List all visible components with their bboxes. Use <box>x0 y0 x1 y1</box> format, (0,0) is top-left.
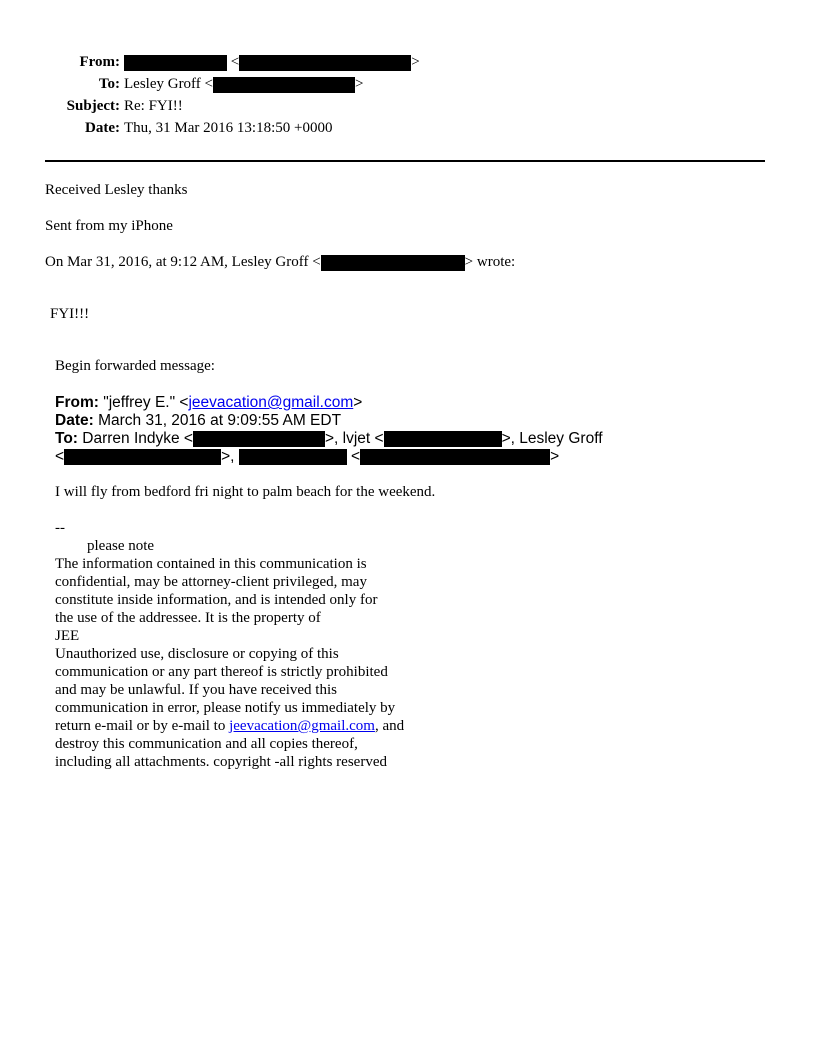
redacted-to-email-4 <box>360 449 550 465</box>
signature-text: Sent from my iPhone <box>45 218 173 234</box>
forward-intro: Begin forwarded message: <box>55 358 215 374</box>
fwd-from-name: "jeffrey E." < <box>103 394 189 411</box>
redacted-to-email-2 <box>384 431 502 447</box>
to-name: Lesley Groff <box>124 76 201 92</box>
header-date-row <box>0 118 816 138</box>
fwd-to-label: To: <box>55 430 78 447</box>
disclaimer-line: constitute inside information, and is intended only for <box>55 592 378 608</box>
redacted-to-email-3 <box>64 449 221 465</box>
header-to-row <box>0 74 816 94</box>
to-value: Lesley Groff < > <box>124 76 364 92</box>
redacted-quote-email <box>321 255 465 271</box>
disclaimer-line: the use of the addressee. It is the property of <box>55 610 321 626</box>
redacted-sender-name <box>124 55 227 71</box>
header-divider <box>45 160 765 162</box>
fwd-date-row <box>55 412 341 430</box>
subject-value: Re: FYI!! <box>124 98 183 114</box>
redacted-to-name-4 <box>239 449 347 465</box>
redacted-to-email <box>213 77 355 93</box>
fwd-date-label: Date: <box>55 412 94 429</box>
date-value: Thu, 31 Mar 2016 13:18:50 +0000 <box>124 120 333 136</box>
fwd-from-label: From: <box>55 394 99 411</box>
quote-attribution: On Mar 31, 2016, at 9:12 AM, Lesley Groff < > wrote: <box>45 254 516 270</box>
fwd-from-row: From: "jeffrey E." <jeevacation@gmail.com> <box>55 394 363 411</box>
subject-label: Subject: <box>66 98 120 114</box>
disclaimer-line: including all attachments. copyright -all rights reserved <box>55 754 387 770</box>
fyi-text: FYI!!! <box>50 306 90 322</box>
disclaimer-line: The information contained in this communication is <box>55 556 367 572</box>
disclaimer-line: JEE <box>55 628 80 644</box>
fwd-to-row: To: Darren Indyke < >, lvjet < >, Lesley Groff <box>55 430 603 447</box>
from-value: < > <box>124 52 420 72</box>
redacted-sender-email <box>239 55 411 71</box>
fwd-date-value: March 31, 2016 at 9:09:55 AM EDT <box>98 412 342 429</box>
redacted-to-email-1 <box>193 431 325 447</box>
disclaimer-line: communication or any part thereof is strictly prohibited <box>55 664 388 680</box>
to-label: To: <box>98 76 120 92</box>
fwd-message: I will fly from bedford fri night to palm beach for the weekend. <box>55 484 436 500</box>
header-from-row <box>0 52 816 72</box>
from-label: From: <box>79 54 120 70</box>
disclaimer-note: please note <box>87 538 155 554</box>
fwd-from-email-link[interactable]: jeevacation@gmail.com <box>188 394 354 411</box>
fwd-to-row-continued: < >, < > <box>55 448 560 465</box>
disclaimer-line: communication in error, please notify us immediately by <box>55 700 396 716</box>
disclaimer-line: and may be unlawful. If you have received this <box>55 682 337 698</box>
disclaimer-line: Unauthorized use, disclosure or copying of this <box>55 646 339 662</box>
disclaimer-line: destroy this communication and all copies thereof, <box>55 736 358 752</box>
date-label: Date: <box>85 120 120 136</box>
header-subject-row <box>0 96 816 116</box>
disclaimer-line-email: return e-mail or by e-mail to jeevacation@gmail.com, and <box>55 718 405 734</box>
disclaimer-email-link[interactable]: jeevacation@gmail.com <box>229 718 375 734</box>
disclaimer-line: confidential, may be attorney-client privileged, may <box>55 574 367 590</box>
disclaimer-dashes: -- <box>55 520 65 536</box>
reply-text: Received Lesley thanks <box>45 182 188 198</box>
